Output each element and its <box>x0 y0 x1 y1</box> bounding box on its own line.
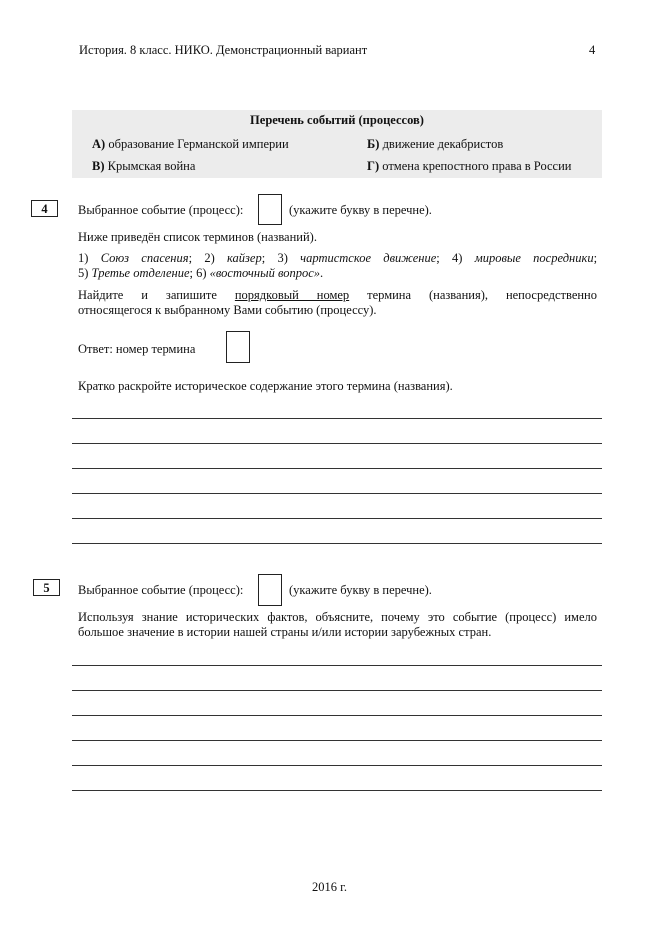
task-5-answer-line[interactable] <box>72 765 602 766</box>
task-4-event-letter-box[interactable] <box>258 194 282 225</box>
task-5-event-letter-box[interactable] <box>258 574 282 606</box>
task-4-selected-label: Выбранное событие (процесс): <box>78 203 244 217</box>
event-item-g: Г) отмена крепостного права в России <box>367 159 572 173</box>
task-4-answer-label: Ответ: номер термина <box>78 342 196 356</box>
task-4-terms-line2: 5) Третье отделение; 6) «восточный вопрос». <box>78 266 324 280</box>
task-5-instruction-line2: большое значение в истории нашей страны и/или истории зарубежных стран. <box>78 625 492 639</box>
task-4-answer-line[interactable] <box>72 543 602 544</box>
task-4-list-intro: Ниже приведён список терминов (названий). <box>78 230 317 244</box>
task-5-selected-hint: (укажите букву в перечне). <box>289 583 432 597</box>
task-4-answer-line[interactable] <box>72 418 602 419</box>
page-header-title: История. 8 класс. НИКО. Демонстрационный вариант <box>79 43 368 57</box>
task-4-answer-box[interactable] <box>226 331 250 363</box>
event-item-v: В) Крымская война <box>92 159 196 173</box>
task-5-answer-line[interactable] <box>72 690 602 691</box>
event-item-b: Б) движение декабристов <box>367 137 504 151</box>
task-5-selected-label: Выбранное событие (процесс): <box>78 583 244 597</box>
task-5-answer-line[interactable] <box>72 715 602 716</box>
task-4-instruction-line2: относящегося к выбранному Вами событию (процессу). <box>78 303 377 317</box>
page-footer-year: 2016 г. <box>312 880 347 894</box>
task-4-terms-line1: 1) Союз спасения; 2) кайзер; 3) чартистское движение; 4) мировые посредники; <box>78 251 598 265</box>
task-5-number: 5 <box>33 579 60 596</box>
task-5-instruction-line1: Используя знание исторических фактов, объясните, почему это событие (процесс) имело <box>78 610 597 624</box>
task-4-selected-hint: (укажите букву в перечне). <box>289 203 432 217</box>
task-4-explain: Кратко раскройте историческое содержание этого термина (названия). <box>78 379 453 393</box>
task-5-answer-line[interactable] <box>72 790 602 791</box>
task-4-answer-line[interactable] <box>72 493 602 494</box>
task-4-answer-line[interactable] <box>72 518 602 519</box>
task-4-number: 4 <box>31 200 58 217</box>
task-4-answer-line[interactable] <box>72 443 602 444</box>
task-5-answer-line[interactable] <box>72 740 602 741</box>
page-number: 4 <box>589 43 596 57</box>
task-5-answer-line[interactable] <box>72 665 602 666</box>
events-list-title: Перечень событий (процессов) <box>250 113 424 127</box>
task-4-instruction-line1: Найдите и запишите порядковый номер термина (названия), непосредственно <box>78 288 597 302</box>
task-4-answer-line[interactable] <box>72 468 602 469</box>
event-item-a: А) образование Германской империи <box>92 137 289 151</box>
